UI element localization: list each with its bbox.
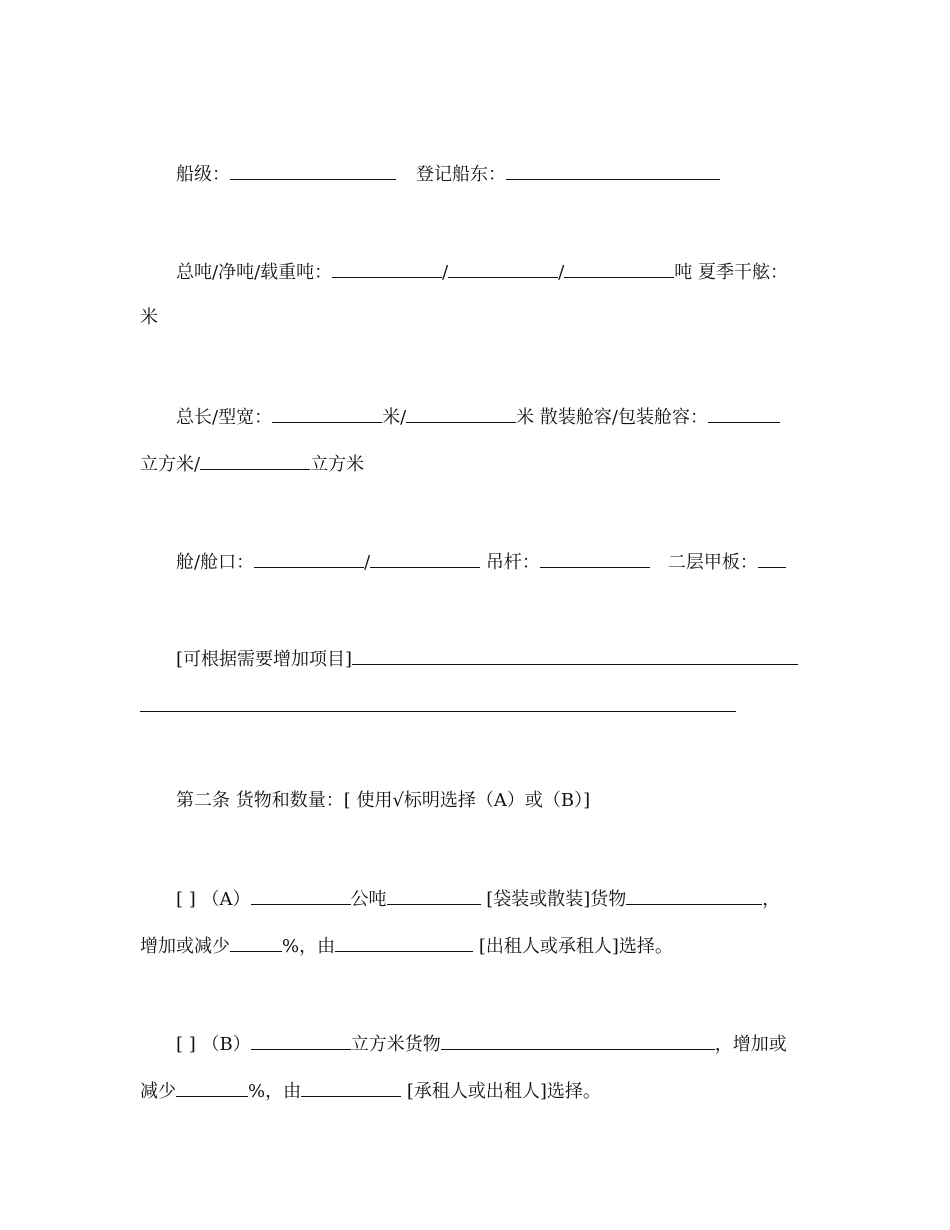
option-a-checkbox[interactable]: [ ] [176, 889, 196, 910]
derrick-blank[interactable] [540, 548, 650, 568]
meter-unit: 米 [516, 407, 535, 428]
option-b-row [176, 1030, 812, 1056]
option-b-label: （B） [201, 1034, 251, 1055]
option-a-qty-blank[interactable] [251, 885, 351, 905]
bale-capacity-blank[interactable] [200, 450, 310, 470]
metric-ton-unit: 公吨 [350, 889, 387, 910]
extra-label: [可根据需要增加项目] [176, 649, 353, 670]
cubic-slash: 立方米/ [140, 454, 201, 475]
option-b-chooser-blank[interactable] [301, 1077, 401, 1097]
decrease-text: 减少 [140, 1081, 176, 1102]
option-a-row [176, 885, 812, 911]
choice-text: [出租人或承租人]选择。 [478, 936, 673, 957]
option-b-row-2 [140, 1077, 812, 1103]
hatch-blank[interactable] [370, 548, 480, 568]
option-a-percent-blank[interactable] [230, 932, 282, 952]
net-ton-blank[interactable] [448, 258, 558, 278]
option-a-row-2 [140, 932, 812, 958]
tweendeck-blank[interactable] [758, 548, 786, 568]
meter-unit: 米 [140, 307, 158, 328]
extra-blank[interactable] [352, 645, 798, 665]
dimension-row [176, 403, 812, 429]
slash: / [364, 552, 371, 573]
owner-blank[interactable] [506, 160, 720, 180]
increase-decrease-text: 增加或减少 [140, 936, 230, 957]
extra-blank-line-2[interactable] [140, 711, 736, 712]
article-2-heading [176, 788, 812, 814]
option-b-checkbox[interactable]: [ ] [176, 1034, 196, 1055]
length-label: 总长/型宽： [176, 407, 273, 428]
percent-text: %，由 [282, 936, 336, 957]
option-a-cargo-blank[interactable] [626, 885, 762, 905]
draft-unit-row [140, 305, 812, 331]
option-a-tons-blank[interactable] [387, 885, 481, 905]
option-a-chooser-blank[interactable] [335, 932, 473, 952]
option-b-cargo-blank[interactable] [441, 1030, 715, 1050]
increase-or-text: ，增加或 [714, 1034, 787, 1055]
option-b-qty-blank[interactable] [251, 1030, 351, 1050]
cubic-unit: 立方米 [310, 454, 365, 475]
article-2-heading-text: 第二条 货物和数量：[ 使用√标明选择（A）或（B）] [176, 790, 591, 811]
hold-row [176, 548, 812, 574]
cubic-cargo-text: 立方米货物 [350, 1034, 441, 1055]
ship-class-label: 船级： [176, 164, 230, 185]
ship-class-blank[interactable] [230, 160, 396, 180]
owner-label: 登记船东： [416, 164, 506, 185]
percent-text: %，由 [248, 1081, 302, 1102]
extra-row [176, 645, 812, 671]
slash: / [558, 262, 565, 283]
tonnage-row [176, 258, 812, 284]
choice-text: [承租人或出租人]选择。 [406, 1081, 601, 1102]
dwt-blank[interactable] [564, 258, 674, 278]
packing-text: [袋装或散装]货物 [486, 889, 627, 910]
tonnage-label: 总吨/净吨/载重吨： [176, 262, 333, 283]
capacity-row-2 [140, 450, 812, 476]
hold-label: 舱/舱口： [176, 552, 255, 573]
option-b-percent-blank[interactable] [176, 1077, 248, 1097]
slash: / [442, 262, 449, 283]
capacity-label: 散装舱容/包装舱容： [539, 407, 708, 428]
meter-slash: 米/ [382, 407, 407, 428]
ton-unit: 吨 [674, 262, 693, 283]
grain-capacity-blank[interactable] [708, 403, 780, 423]
ship-class-row [176, 160, 812, 186]
hold-blank[interactable] [254, 548, 364, 568]
tweendeck-label: 二层甲板： [667, 552, 758, 573]
draft-label: 夏季干舷： [698, 262, 789, 283]
gross-ton-blank[interactable] [332, 258, 442, 278]
length-blank[interactable] [272, 403, 382, 423]
comma: ， [762, 889, 781, 910]
option-a-label: （A） [201, 889, 251, 910]
derrick-label: 吊杆： [485, 552, 540, 573]
breadth-blank[interactable] [406, 403, 516, 423]
